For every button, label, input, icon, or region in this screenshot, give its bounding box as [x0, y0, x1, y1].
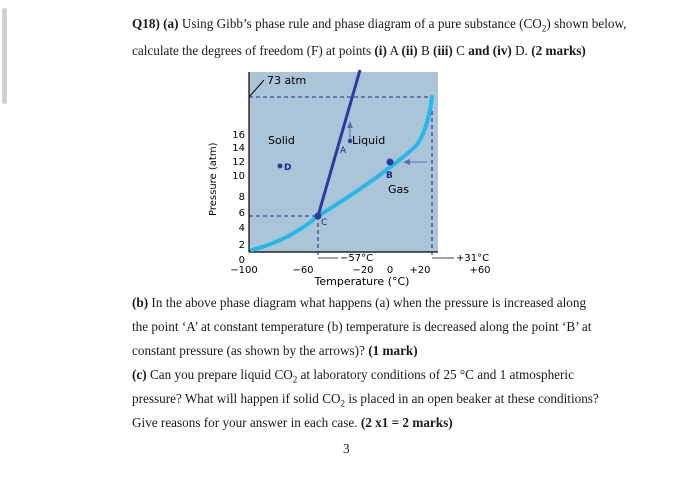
- x-axis-label: Temperature (°C): [314, 275, 410, 288]
- x-tick-pos60: +60: [469, 265, 491, 276]
- y-tick-labels: [232, 130, 245, 266]
- y-tick-14: 14: [232, 143, 245, 154]
- point-text-2: B: [420, 43, 430, 58]
- question-a-text-end: ) shown below,: [546, 16, 627, 31]
- question-c-line3: Give reasons for your answer in each case.: [132, 415, 358, 430]
- x-tick-pos20: +20: [409, 265, 431, 276]
- question-a-line2-text: calculate the degrees of freedom (F) at points: [132, 43, 372, 58]
- question-b-line-1: [132, 295, 586, 311]
- question-part-a: (a): [163, 16, 179, 31]
- x-tick-neg60: −60: [292, 265, 314, 276]
- point-a-label: A: [340, 146, 347, 156]
- question-b-line3: constant pressure (as shown by the arrows)?: [132, 343, 365, 358]
- point-b-label: B: [386, 171, 393, 181]
- y-tick-0: 0: [238, 255, 245, 266]
- point-text-1: A: [389, 43, 399, 58]
- question-c-line-2: [132, 391, 599, 412]
- question-a-marks: (2 marks): [531, 43, 586, 58]
- question-c-sub-2: 2: [340, 398, 346, 409]
- y-tick-8: 8: [238, 192, 245, 203]
- region-liquid-label: Liquid: [352, 134, 386, 147]
- pressure-73-label: 73 atm: [267, 74, 307, 87]
- point-d-label: D: [284, 163, 292, 173]
- point-label-1: (i): [374, 43, 387, 58]
- question-a-line-1: [132, 16, 626, 37]
- question-b-line1: In the above phase diagram what happens (a) when the pressure is increased along: [151, 295, 587, 310]
- question-c-line1: Can you prepare liquid CO: [149, 367, 293, 382]
- point-d-marker: [278, 164, 283, 169]
- triple-temp-label: −57°C: [340, 253, 374, 264]
- point-label-2: (ii): [401, 43, 418, 58]
- question-a-subscript: 2: [541, 23, 547, 34]
- point-text-4: D.: [515, 43, 528, 58]
- y-axis-label: Pressure (atm): [208, 142, 219, 216]
- critical-temp-label: +31°C: [456, 253, 490, 264]
- question-b-line-2: the point ‘A’ at constant temperature (b) temperature is decreased along the point ‘B’ at: [132, 319, 592, 334]
- y-tick-4: 4: [238, 223, 245, 234]
- region-gas-label: Gas: [388, 183, 409, 196]
- y-tick-10: 10: [232, 171, 245, 182]
- point-text-3: C: [456, 43, 465, 58]
- y-tick-12: 12: [232, 157, 245, 168]
- question-a-text: Using Gibb’s phase rule and phase diagram of a pure substance (CO: [181, 16, 542, 31]
- region-solid-label: Solid: [268, 134, 295, 147]
- y-tick-2: 2: [238, 240, 245, 251]
- question-a-line-2: [132, 43, 586, 59]
- y-tick-16: 16: [232, 130, 245, 141]
- question-c-line-1: [132, 367, 574, 388]
- question-b-marks: (1 mark): [368, 343, 418, 358]
- question-number: Q18): [132, 16, 160, 31]
- y-tick-6: 6: [238, 208, 245, 219]
- x-tick-neg100: −100: [230, 265, 258, 276]
- point-label-3: (iii): [433, 43, 453, 58]
- question-c-line1-end: at laboratory conditions of 25 °C and 1 atmospheric: [297, 367, 574, 382]
- question-c-prefix: (c): [132, 367, 147, 382]
- question-c-marks: (2 x1 = 2 marks): [360, 415, 453, 430]
- x-tick-neg20: −20: [352, 265, 374, 276]
- x-tick-0: 0: [386, 265, 394, 276]
- point-c-label: C: [321, 218, 328, 228]
- point-b-marker: [387, 159, 394, 166]
- question-c-line2-end: is placed in an open beaker at these conditions?: [345, 391, 599, 406]
- question-b-line-3: [132, 343, 418, 359]
- question-c-line-3: [132, 415, 453, 431]
- scroll-indicator: [2, 8, 7, 104]
- question-b-prefix: (b): [132, 295, 149, 310]
- phase-diagram: [200, 68, 500, 288]
- question-c-sub-1: 2: [292, 374, 298, 385]
- page-number: 3: [343, 441, 350, 456]
- question-c-line2: pressure? What will happen if solid CO: [132, 391, 341, 406]
- point-label-4: and (iv): [468, 43, 512, 58]
